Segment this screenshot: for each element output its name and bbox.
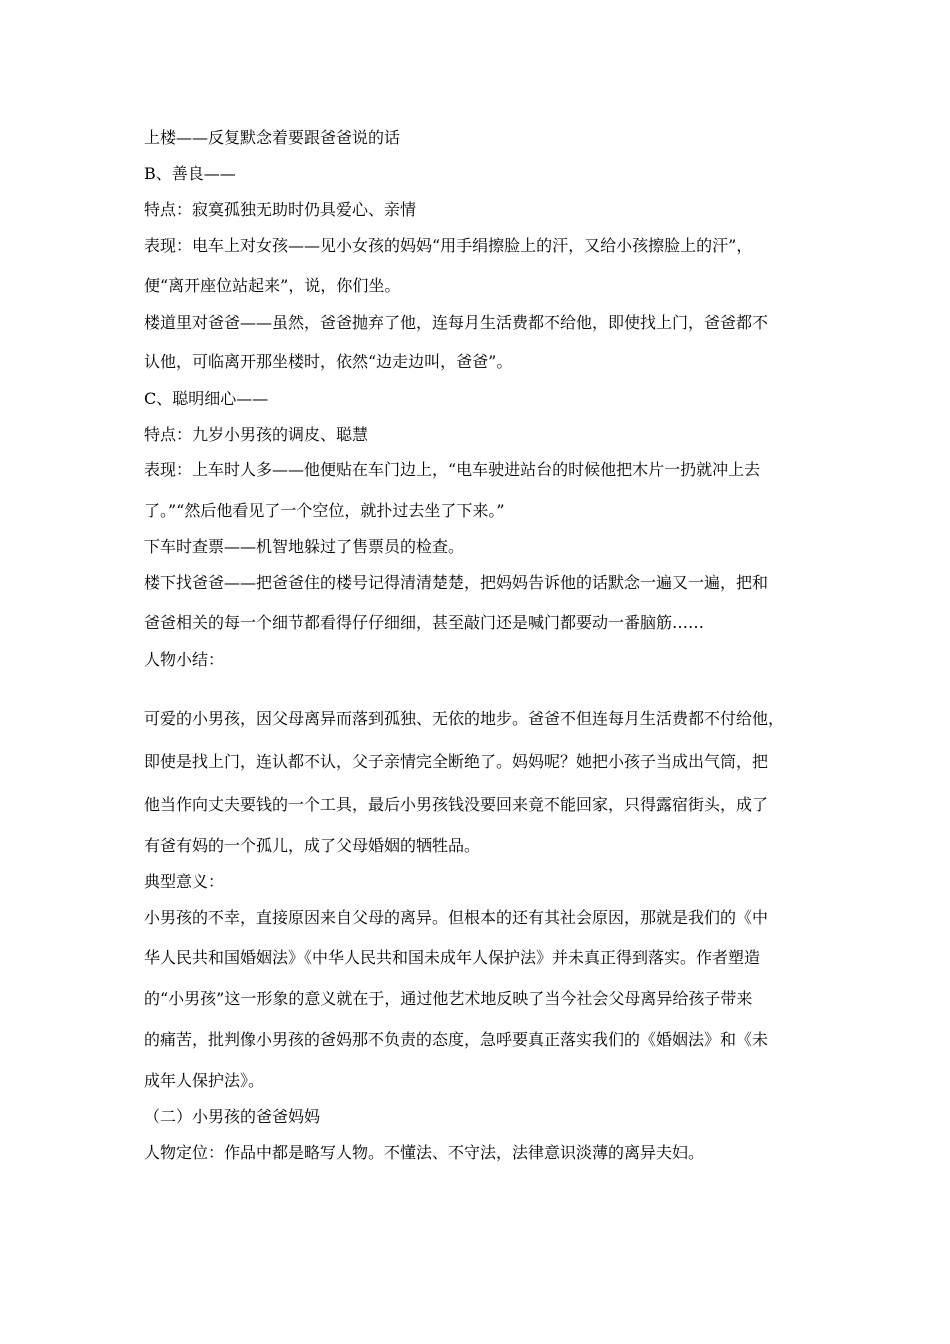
text-line: 小男孩的不幸，直接原因来自父母的离异。但根本的还有其社会原因，那就是我们的《中 — [144, 908, 769, 927]
text-line: 有爸有妈的一个孤儿，成了父母婚姻的牺牲品。 — [144, 836, 481, 855]
text-line: 成年人保护法》。 — [144, 1071, 265, 1090]
text-line: 楼道里对爸爸——虽然，爸爸抛弃了他，连每月生活费都不给他，即使找上门，爸爸都不 — [144, 313, 769, 332]
text-line: 特点：九岁小男孩的调皮、聪慧 — [144, 425, 369, 444]
text-line: 表现：电车上对女孩——见小女孩的妈妈“用手绢擦脸上的汗，又给小孩擦脸上的汗”， — [144, 236, 753, 255]
text-line: 便“离开座位站起来”，说，你们坐。 — [144, 276, 401, 295]
text-line: C、聪明细心—— — [144, 389, 269, 408]
text-line: 人物小结： — [144, 650, 225, 669]
text-line: 可爱的小男孩，因父母离异而落到孤独、无依的地步。爸爸不但连每月生活费都不付给他， — [144, 709, 785, 728]
text-line: 爸爸相关的每一个细节都看得仔仔细细，甚至敲门还是喊门都要动一番脑筋…… — [144, 613, 705, 632]
text-line: 他当作向丈夫要钱的一个工具，最后小男孩钱没要回来竟不能回家，只得露宿街头，成了 — [144, 795, 769, 814]
text-line: 的“小男孩”这一形象的意义就在于，通过他艺术地反映了当今社会父母离异给孩子带来 — [144, 989, 753, 1008]
text-line: （二）小男孩的爸爸妈妈 — [144, 1107, 321, 1126]
text-line: 表现：上车时人多——他便贴在车门边上，“电车驶进站台的时候他把木片一扔就冲上去 — [144, 460, 761, 479]
text-line: 特点：寂寞孤独无助时仍具爱心、亲情 — [144, 200, 417, 219]
text-line: B、善良—— — [144, 164, 236, 183]
text-line: 了。”“然后他看见了一个空位，就扑过去坐了下来。” — [144, 501, 505, 520]
text-line: 的痛苦，批判像小男孩的爸妈那不负责的态度，急呼要真正落实我们的《婚姻法》和《未 — [144, 1030, 769, 1049]
text-line: 人物定位：作品中都是略写人物。不懂法、不守法，法律意识淡薄的离异夫妇。 — [144, 1143, 705, 1162]
text-line: 华人民共和国婚姻法》《中华人民共和国未成年人保护法》并未真正得到落实。作者塑造 — [144, 948, 761, 967]
text-line: 典型意义： — [144, 872, 225, 891]
text-line: 下车时查票——机智地躲过了售票员的检查。 — [144, 537, 465, 556]
text-line: 即使是找上门，连认都不认，父子亲情完全断绝了。妈妈呢？她把小孩子当成出气筒，把 — [144, 752, 769, 771]
text-line: 认他，可临离开那坐楼时，依然“边走边叫，爸爸”。 — [144, 352, 513, 371]
text-line: 楼下找爸爸——把爸爸住的楼号记得清清楚楚，把妈妈告诉他的话默念一遍又一遍，把和 — [144, 573, 769, 592]
text-line: 上楼——反复默念着要跟爸爸说的话 — [144, 128, 401, 147]
